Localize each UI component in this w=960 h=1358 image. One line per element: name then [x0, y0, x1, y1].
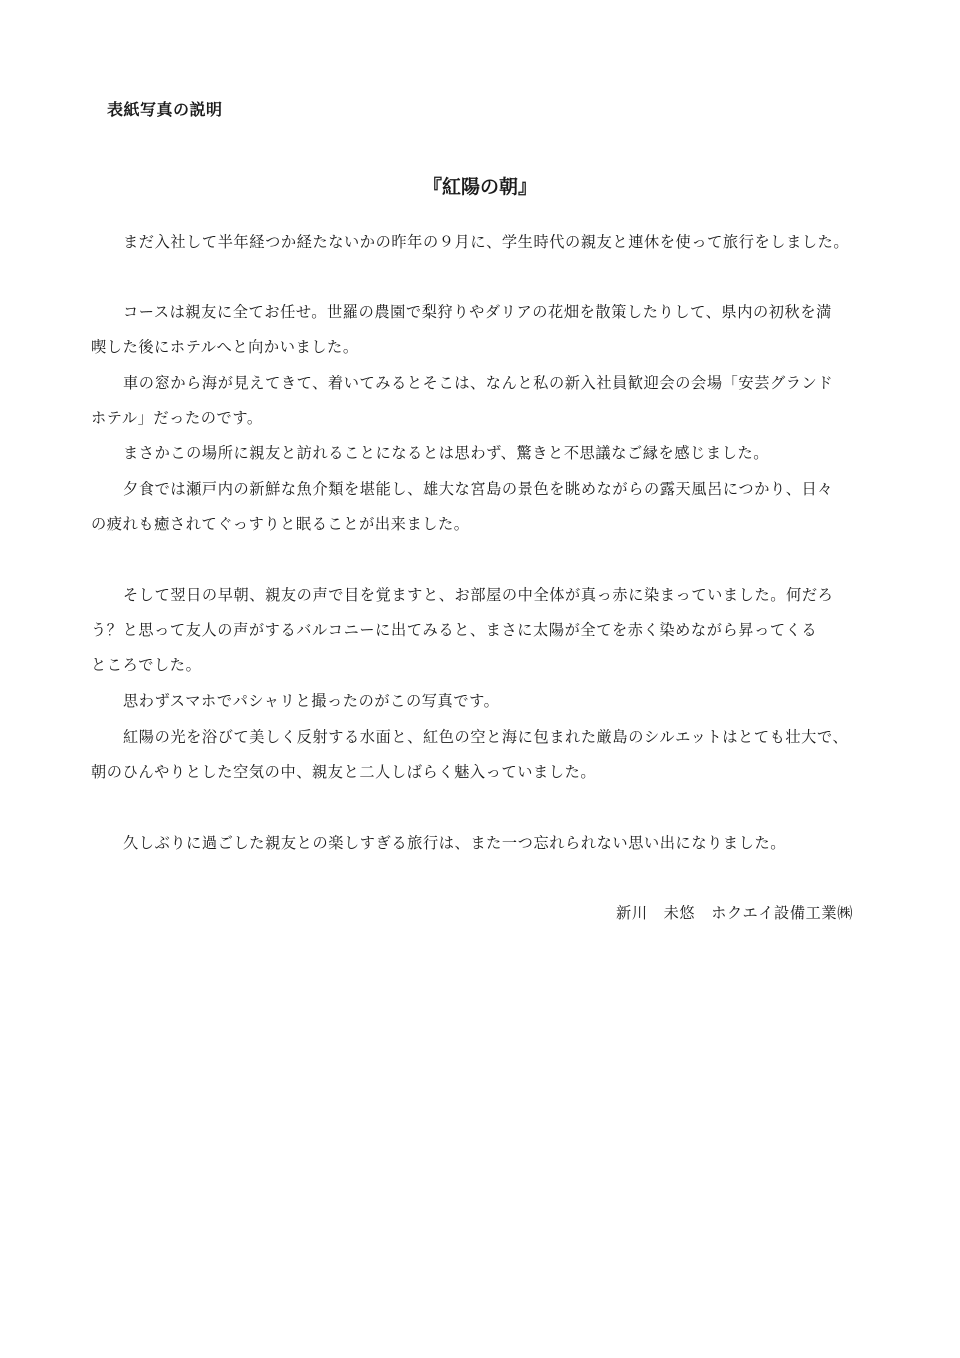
paragraph-line: ところでした。	[91, 656, 202, 674]
photo-title: 『紅陽の朝』	[422, 176, 537, 198]
paragraph-line: 車の窓から海が見えてきて、着いてみるとそこは、なんと私の新入社員歓迎会の会場「安芸グランド	[123, 374, 834, 392]
paragraph-line: の疲れも癒されてぐっすりと眠ることが出来ました。	[91, 515, 470, 533]
paragraph-line: 久しぶりに過ごした親友との楽しすぎる旅行は、また一つ忘れられない思い出になりました。	[123, 834, 787, 852]
paragraph-line: そして翌日の早朝、親友の声で目を覚ますと、お部屋の中全体が真っ赤に染まっていました。何だろ	[123, 586, 834, 604]
paragraph	[91, 578, 857, 683]
paragraph-line: ホテル」だったのです。	[91, 409, 263, 427]
paragraph-line: 思わずスマホでパシャリと撮ったのがこの写真です。	[123, 692, 500, 710]
paragraph	[91, 366, 857, 436]
paragraph-line: 紅陽の光を浴びて美しく反射する水面と、紅色の空と海に包まれた厳島のシルエットはとても壮大で、	[123, 728, 849, 746]
signature	[616, 902, 853, 923]
paragraph	[91, 472, 857, 542]
paragraph-line: う？と思って友人の声がするバルコニーに出てみると、まさに太陽が全てを赤く染めながら昇ってくる	[91, 621, 818, 639]
paragraph-line: まだ入社して半年経つか経たないかの昨年の９月に、学生時代の親友と連休を使って旅行をしました。	[123, 233, 850, 251]
signature-company: ホクエイ設備工業㈱	[711, 904, 853, 922]
paragraph	[107, 684, 857, 719]
paragraph-line: 喫した後にホテルへと向かいました。	[91, 338, 359, 356]
section-heading: 表紙写真の説明	[107, 100, 223, 119]
paragraph-line: コースは親友に全てお任せ。世羅の農園で梨狩りやダリアの花畑を散策したりして、県内の初秋を満	[123, 303, 832, 321]
paragraph	[91, 720, 857, 790]
signature-given-name: 未悠	[663, 904, 696, 922]
paragraph-line: 夕食では瀬戸内の新鮮な魚介類を堪能し、雄大な宮島の景色を眺めながらの露天風呂につかり、日々	[123, 480, 834, 498]
paragraph	[91, 295, 857, 365]
paragraph-line: 朝のひんやりとした空気の中、親友と二人しばらく魅入っていました。	[91, 763, 597, 781]
signature-family-name: 新川	[616, 904, 648, 922]
paragraph	[107, 826, 857, 861]
paragraph	[107, 225, 857, 260]
paragraph	[107, 436, 857, 471]
paragraph-line: まさかこの場所に親友と訪れることになるとは思わず、驚きと不思議なご縁を感じました。	[123, 444, 770, 462]
